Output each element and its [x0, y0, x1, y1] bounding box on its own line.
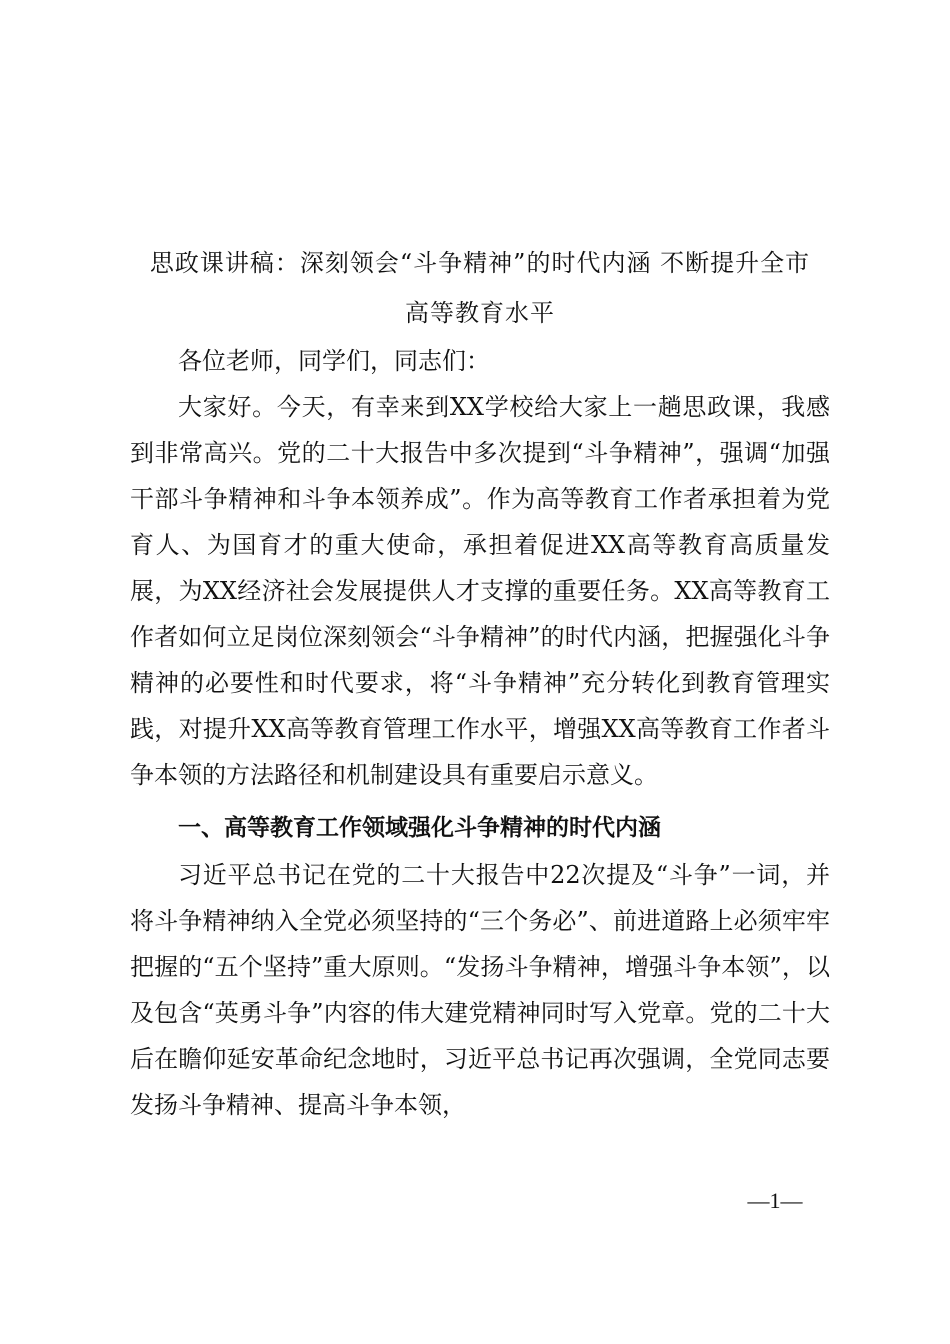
document-body [130, 238, 830, 1128]
document-title [130, 238, 830, 338]
document-title-line-1: 思政课讲稿：深刻领会“斗争精神”的时代内涵 不断提升全市 [149, 249, 811, 277]
section-1-heading: 一、高等教育工作领域强化斗争精神的时代内涵 [178, 815, 661, 841]
salutation: 各位老师，同学们，同志们： [178, 347, 490, 375]
document-title-line-2: 高等教育水平 [405, 299, 555, 327]
intro-paragraph: 大家好。今天，有幸来到XX学校给大家上一趟思政课，我感到非常高兴。党的二十大报告中多次提到“斗争精神”，强调“加强干部斗争精神和斗争本领养成”。作为高等教育工作者承担着为党育人、为国育才的重大使命，承担着促进XX高等教育高质量发展，为XX经济社会发展提供人才支撑的重要任务。XX高等教育工作者如何立足岗位深刻领会“斗争精神”的时代内涵，把握强化斗争精神的必要性和时代要求，将“斗争精神”充分转化到教育管理实践，对提升XX高等教育管理工作水平，增强XX高等教育工作者斗争本领的方法路径和机制建设具有重要启示意义。 [130, 393, 830, 789]
page-number: —1— [747, 1188, 803, 1213]
section-1-paragraph: 习近平总书记在党的二十大报告中22次提及“斗争”一词，并将斗争精神纳入全党必须坚持的“三个务必”、前进道路上必须牢牢把握的“五个坚持”重大原则。“发扬斗争精神，增强斗争本领”，以及包含“英勇斗争”内容的伟大建党精神同时写入党章。党的二十大后在瞻仰延安革命纪念地时，习近平总书记再次强调，全党同志要发扬斗争精神、提高斗争本领， [130, 861, 830, 1119]
